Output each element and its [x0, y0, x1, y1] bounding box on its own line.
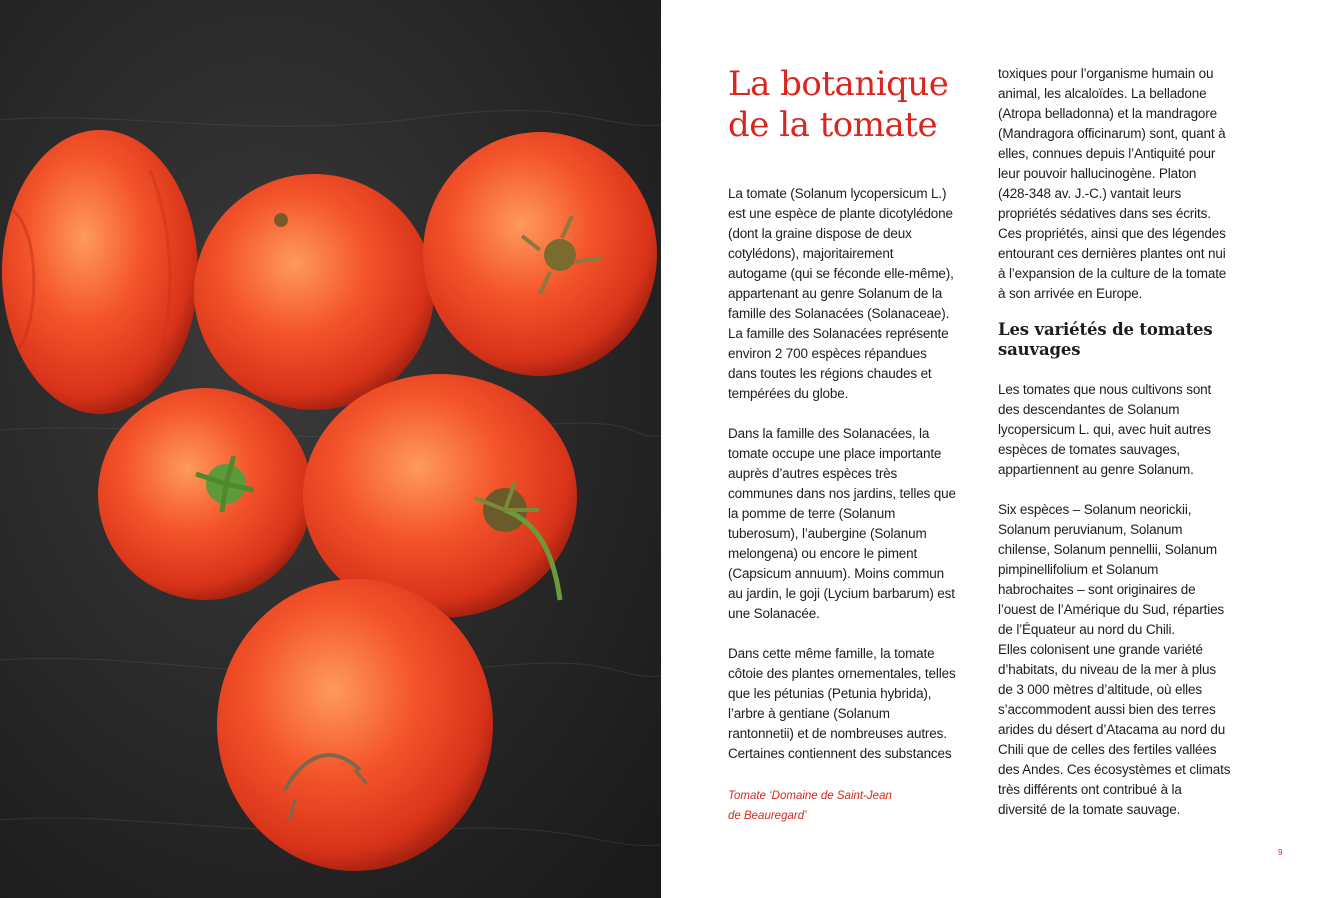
body-line: dans toutes les régions chaudes et	[728, 366, 932, 381]
body-line: lycopersicum L. qui, avec huit autres	[998, 422, 1211, 437]
body-line: arides du désert d’Atacama au nord du	[998, 722, 1226, 737]
tomato-bottom	[217, 579, 493, 871]
body-line: (Capsicum annuum). Moins commun	[728, 566, 944, 581]
spacer	[998, 360, 1248, 380]
page-title	[728, 64, 988, 146]
body-line: chilense, Solanum pennellii, Solanum	[998, 542, 1217, 557]
body-line	[998, 480, 1248, 500]
section-heading-line: sauvages	[998, 340, 1081, 359]
text-page	[661, 0, 1323, 898]
body-line: auprès d’autres espèces très	[728, 466, 898, 481]
text-column-left	[728, 184, 980, 764]
body-line: l’arbre à gentiane (Solanum	[728, 706, 890, 721]
body-line: très différents ont contribué à la	[998, 782, 1182, 797]
body-line: Ces propriétés, ainsi que des légendes	[998, 226, 1226, 241]
body-line: espèces de tomates sauvages,	[998, 442, 1180, 457]
body-line: (428-348 av. J.-C.) vantait leurs	[998, 186, 1182, 201]
body-line: de l’Équateur au nord du Chili.	[998, 622, 1175, 637]
body-line: de 3 000 mètres d’altitude, où elles	[998, 682, 1202, 697]
body-line	[728, 404, 980, 424]
body-line: d’habitats, du niveau de la mer à plus	[998, 662, 1216, 677]
body-line: Six espèces – Solanum neorickii,	[998, 502, 1192, 517]
body-line: Dans cette même famille, la tomate	[728, 646, 935, 661]
text-column-right	[998, 64, 1248, 820]
body-line: (Mandragora officinarum) sont, quant à	[998, 126, 1226, 141]
body-line: Certaines contiennent des substances	[728, 746, 952, 761]
body-line: La famille des Solanacées représente	[728, 326, 949, 341]
body-line: leur pouvoir hallucinogène. Platon	[998, 166, 1197, 181]
body-line: l’ouest de l’Amérique du Sud, réparties	[998, 602, 1225, 617]
body-line: côtoie des plantes ornementales, telles	[728, 666, 956, 681]
body-line: cotylédons), majoritairement	[728, 246, 894, 261]
body-line: à l’expansion de la culture de la tomate	[998, 266, 1227, 281]
body-line: tempérées du globe.	[728, 386, 849, 401]
body-line: à son arrivée en Europe.	[998, 286, 1143, 301]
body-line: que les pétunias (Petunia hybrida),	[728, 686, 932, 701]
body-line: (Atropa belladonna) et la mandragore	[998, 106, 1217, 121]
body-line: Chili que de celles des fertiles vallées	[998, 742, 1217, 757]
body-line	[728, 624, 980, 644]
body-line: tuberosum), l’aubergine (Solanum	[728, 526, 927, 541]
body-line: toxiques pour l’organisme humain ou	[998, 66, 1214, 81]
body-line: melongena) ou encore le piment	[728, 546, 918, 561]
body-line: entourant ces dernières plantes ont nui	[998, 246, 1226, 261]
body-line: s’accommodent aussi bien des terres	[998, 702, 1216, 717]
body-line: propriétés sédatives dans ses écrits.	[998, 206, 1211, 221]
body-line: elles, connues depuis l’Antiquité pour	[998, 146, 1216, 161]
body-line: La tomate (Solanum lycopersicum L.)	[728, 186, 947, 201]
body-line: animal, les alcaloïdes. La belladone	[998, 86, 1207, 101]
body-line: est une espèce de plante dicotylédone	[728, 206, 953, 221]
body-line: communes dans nos jardins, telles que	[728, 486, 956, 501]
section-heading	[998, 320, 1248, 360]
body-line: habrochaites – sont originaires de	[998, 582, 1196, 597]
body-line: diversité de la tomate sauvage.	[998, 802, 1181, 817]
body-line: une Solanacée.	[728, 606, 820, 621]
photo-caption	[728, 786, 892, 826]
body-line: Solanum peruvianum, Solanum	[998, 522, 1183, 537]
page-title-line: de la tomate	[728, 105, 938, 145]
tomato-top-right	[423, 132, 657, 376]
caption-line: de Beauregard’	[728, 810, 807, 822]
body-line: rantonnetii) et de nombreuses autres.	[728, 726, 947, 741]
tomatoes-illustration	[0, 0, 661, 898]
tomato-left	[2, 130, 198, 414]
body-line: Dans la famille des Solanacées, la	[728, 426, 930, 441]
body-line: appartenant au genre Solanum de la	[728, 286, 943, 301]
body-line: Les tomates que nous cultivons sont	[998, 382, 1212, 397]
body-line: pimpinellifolium et Solanum	[998, 562, 1159, 577]
body-line: appartiennent au genre Solanum.	[998, 462, 1194, 477]
body-line: famille des Solanacées (Solanaceae).	[728, 306, 950, 321]
body-line: (dont la graine dispose de deux	[728, 226, 912, 241]
body-line: Elles colonisent une grande variété	[998, 642, 1203, 657]
body-line: au jardin, le goji (Lycium barbarum) est	[728, 586, 955, 601]
body-line: la pomme de terre (Solanum	[728, 506, 896, 521]
body-line: tomate occupe une place importante	[728, 446, 942, 461]
page-number: 9	[1278, 848, 1283, 857]
body-line: environ 2 700 espèces répandues	[728, 346, 927, 361]
page-title-line: La botanique	[728, 64, 949, 104]
tomatoes-photo	[0, 0, 661, 898]
caption-line: Tomate ‘Domaine de Saint-Jean	[728, 790, 892, 802]
body-line: autogame (qui se féconde elle-même),	[728, 266, 954, 281]
tomato-middle-left	[98, 388, 312, 600]
body-line: des descendantes de Solanum	[998, 402, 1180, 417]
body-line: des Andes. Ces écosystèmes et climats	[998, 762, 1231, 777]
section-heading-line: Les variétés de tomates	[998, 320, 1213, 339]
tomato-top-center	[194, 174, 434, 410]
